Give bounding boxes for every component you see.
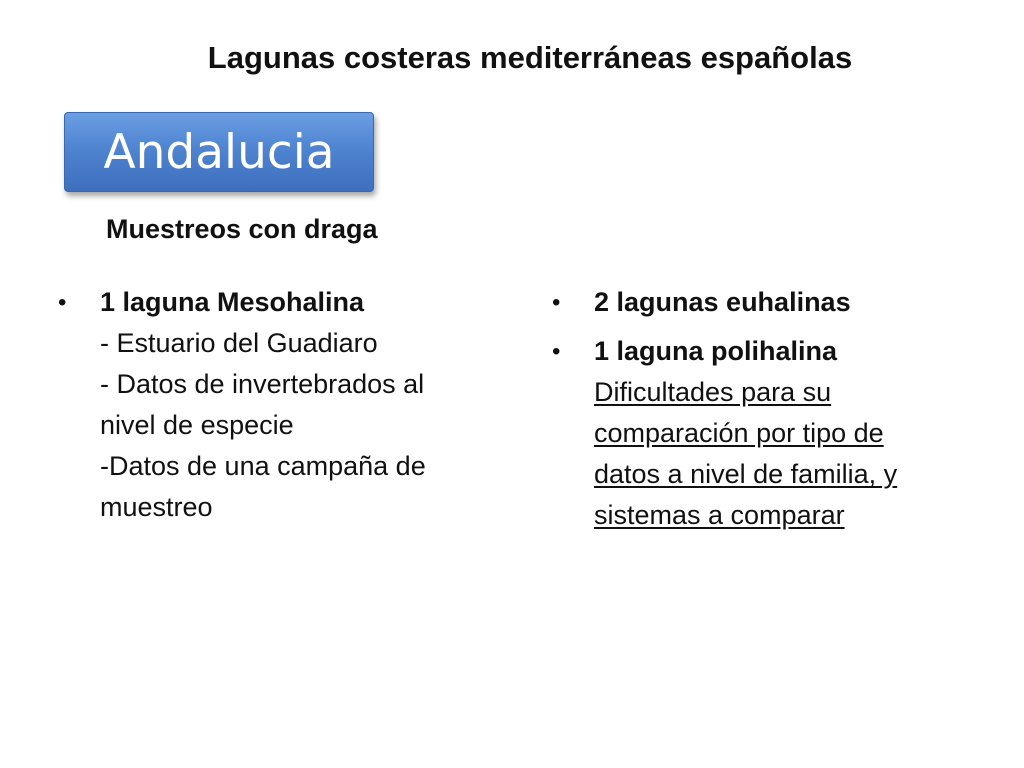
subheading: Muestreos con draga bbox=[106, 214, 378, 244]
item-detail-line: comparación por tipo de bbox=[594, 418, 884, 448]
item-heading: 1 laguna polihalina bbox=[594, 336, 838, 366]
list-item bbox=[552, 331, 972, 536]
item-detail-line: Dificultades para su bbox=[594, 377, 832, 407]
item-heading: 1 laguna Mesohalina bbox=[100, 287, 365, 317]
item-detail-line: muestreo bbox=[100, 492, 213, 522]
list-item bbox=[552, 282, 972, 323]
left-bullet-list bbox=[58, 282, 498, 536]
item-heading: 2 lagunas euhalinas bbox=[594, 287, 851, 317]
bullet-icon: • bbox=[58, 289, 67, 316]
item-detail-line: sistemas a comparar bbox=[594, 500, 845, 530]
item-detail-line: - Datos de invertebrados al bbox=[100, 369, 425, 399]
right-bullet-list bbox=[552, 282, 972, 544]
item-detail-line: datos a nivel de familia, y bbox=[594, 459, 898, 489]
bullet-icon: • bbox=[552, 338, 561, 365]
item-detail-line: nivel de especie bbox=[100, 410, 294, 440]
item-detail-line: - Estuario del Guadiaro bbox=[100, 328, 378, 358]
region-label: Andalucia bbox=[103, 124, 335, 180]
item-detail-line: -Datos de una campaña de bbox=[100, 451, 426, 481]
bullet-icon: • bbox=[552, 289, 561, 316]
slide-title: Lagunas costeras mediterráneas españolas bbox=[207, 40, 853, 75]
list-item bbox=[58, 282, 498, 528]
region-label-box bbox=[64, 112, 374, 192]
